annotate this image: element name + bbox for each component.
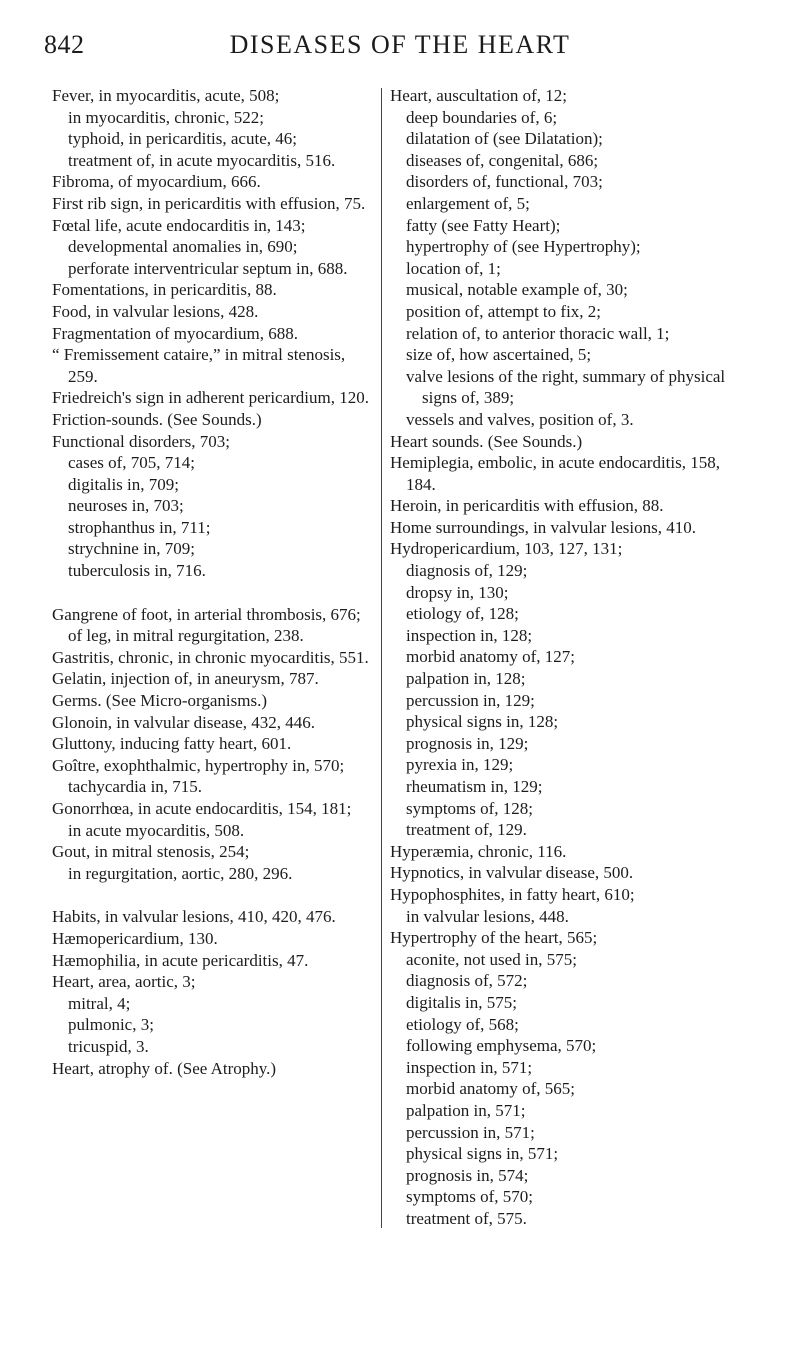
index-subentry: physical signs in, 571; — [406, 1144, 559, 1164]
index-entry: Hyperæmia, chronic, 116. — [390, 841, 567, 861]
index-subentry: rheumatism in, 129; — [406, 777, 543, 796]
index-entry: Friedreich's sign in adherent pericardium, 120. — [52, 388, 369, 408]
index-subentry: inspection in, 128; — [406, 625, 533, 645]
index-subentry: perforate interventricular septum in, 688. — [68, 258, 348, 278]
index-subentry: cases of, 705, 714; — [68, 453, 196, 473]
index-subentry: treatment of, in acute myocarditis, 516. — [68, 150, 336, 170]
index-subentry: dilatation of (see Dilatation); — [406, 129, 603, 149]
index-subentry: tachycardia in, 715. — [68, 777, 203, 797]
index-subentry: symptoms of, 570; — [406, 1187, 534, 1207]
index-subentry: morbid anatomy of, 565; — [406, 1079, 576, 1099]
index-subentry: palpation in, 571; — [406, 1100, 526, 1120]
index-entry: Heart, area, aortic, 3; — [52, 972, 196, 992]
index-entry: Hæmopericardium, 130. — [52, 928, 218, 948]
index-entry: Fever, in myocarditis, acute, 508; — [52, 86, 280, 105]
index-entry: Fragmentation of myocardium, 688. — [52, 323, 298, 343]
index-subentry: etiology of, 128; — [406, 604, 519, 624]
index-subentry: typhoid, in pericarditis, acute, 46; — [68, 129, 297, 149]
index-subentry: diagnosis of, 129; — [406, 561, 528, 581]
index-subentry: palpation in, 128; — [406, 669, 526, 689]
index-entry: Gluttony, inducing fatty heart, 601. — [52, 734, 292, 754]
index-entry: Hæmophilia, in acute pericarditis, 47. — [52, 950, 309, 970]
index-subentry: physical signs in, 128; — [406, 712, 559, 732]
index-subentry: pyrexia in, 129; — [406, 755, 514, 775]
index-entry: Hypnotics, in valvular disease, 500. — [390, 863, 634, 883]
index-entry: Glonoin, in valvular disease, 432, 446. — [52, 712, 315, 732]
index-subentry: inspection in, 571; — [406, 1057, 533, 1077]
index-entry: Gelatin, injection of, in aneurysm, 787. — [52, 669, 319, 689]
index-subentry: in valvular lesions, 448. — [406, 906, 569, 926]
index-subentry: etiology of, 568; — [406, 1014, 519, 1034]
index-entry: Gout, in mitral stenosis, 254; — [52, 842, 250, 862]
index-subentry: disorders of, functional, 703; — [406, 172, 603, 192]
index-subentry: tuberculosis in, 716. — [68, 561, 206, 581]
index-entry: Fomentations, in pericarditis, 88. — [52, 280, 277, 300]
index-subentry: in regurgitation, aortic, 280, 296. — [68, 863, 293, 883]
index-entry: Friction-sounds. (See Sounds.) — [52, 409, 262, 429]
index-entry: Hypertrophy of the heart, 565; — [390, 928, 598, 948]
index-subentry: digitalis in, 709; — [68, 474, 179, 494]
index-subentry: hypertrophy of (see Hypertrophy); — [406, 237, 641, 257]
page-number: 842 — [44, 30, 85, 59]
index-subentry: relation of, to anterior thoracic wall, 1; — [406, 323, 670, 343]
index-entry: Heroin, in pericarditis with effusion, 88. — [390, 496, 664, 516]
index-entry: Fibroma, of myocardium, 666. — [52, 172, 261, 192]
index-entry: Heart sounds. (See Sounds.) — [390, 431, 583, 451]
index-subentry: tricuspid, 3. — [68, 1036, 149, 1056]
index-subentry: location of, 1; — [406, 258, 501, 278]
index-subentry: treatment of, 575. — [406, 1208, 527, 1228]
index-entry: Hydropericardium, 103, 127, 131; — [390, 539, 623, 559]
index-subentry: morbid anatomy of, 127; — [406, 647, 576, 667]
index-subentry: of leg, in mitral regurgitation, 238. — [68, 626, 304, 646]
page-header — [44, 30, 756, 60]
index-entry: Gonorrhœa, in acute endocarditis, 154, 181; — [52, 799, 352, 818]
index-entry: Gastritis, chronic, in chronic myocarditis, 551. — [52, 647, 369, 667]
index-subentry: diseases of, congenital, 686; — [406, 150, 599, 170]
index-subentry: pulmonic, 3; — [68, 1015, 154, 1035]
index-subentry: percussion in, 129; — [406, 690, 535, 710]
index-subentry: dropsy in, 130; — [406, 582, 509, 602]
running-title: DISEASES OF THE HEART — [229, 30, 571, 59]
index-column-left — [52, 85, 374, 1079]
index-subentry: fatty (see Fatty Heart); — [406, 215, 561, 235]
index-entry: Functional disorders, 703; — [52, 431, 231, 451]
index-subentry: following emphysema, 570; — [406, 1036, 597, 1056]
index-subentry: size of, how ascertained, 5; — [406, 345, 592, 365]
index-subentry: musical, notable example of, 30; — [406, 280, 628, 300]
index-entry: Fœtal life, acute endocarditis in, 143; — [52, 215, 306, 235]
index-subentry: position of, attempt to fix, 2; — [406, 301, 602, 321]
index-subentry: enlargement of, 5; — [406, 193, 530, 213]
index-subentry: vessels and valves, position of, 3. — [406, 409, 634, 429]
index-entry: Hypophosphites, in fatty heart, 610; — [390, 884, 635, 904]
index-subentry: diagnosis of, 572; — [406, 971, 528, 991]
index-entry: Germs. (See Micro-organisms.) — [52, 691, 267, 711]
index-entry: First rib sign, in pericarditis with effusion, 75. — [52, 193, 366, 213]
index-entry: Heart, atrophy of. (See Atrophy.) — [52, 1058, 277, 1078]
index-entry: Home surroundings, in valvular lesions, 410. — [390, 517, 696, 537]
index-subentry: valve lesions of the right, summary of physical signs of, 389; — [406, 366, 726, 408]
index-subentry: symptoms of, 128; — [406, 798, 534, 818]
index-subentry: prognosis in, 574; — [406, 1165, 529, 1185]
index-entry: Food, in valvular lesions, 428. — [52, 301, 259, 321]
index-subentry: in myocarditis, chronic, 522; — [68, 107, 264, 127]
index-subentry: prognosis in, 129; — [406, 733, 529, 753]
index-entry: Goître, exophthalmic, hypertrophy in, 570; — [52, 755, 345, 775]
index-entry: “ Fremissement cataire,” in mitral stenosis, 259. — [52, 345, 346, 386]
index-subentry: digitalis in, 575; — [406, 992, 517, 1012]
index-entry: Heart, auscultation of, 12; — [390, 86, 568, 105]
index-subentry: percussion in, 571; — [406, 1122, 535, 1142]
index-subentry: developmental anomalies in, 690; — [68, 237, 298, 257]
index-subentry: mitral, 4; — [68, 993, 131, 1013]
index-subentry: strophanthus in, 711; — [68, 517, 211, 537]
index-subentry: neuroses in, 703; — [68, 496, 184, 516]
index-subentry: deep boundaries of, 6; — [406, 107, 558, 127]
index-subentry: in acute myocarditis, 508. — [68, 820, 245, 840]
index-subentry: strychnine in, 709; — [68, 539, 196, 559]
index-entry: Hemiplegia, embolic, in acute endocarditis, 158, 184. — [390, 453, 720, 494]
index-entry: Gangrene of foot, in arterial thrombosis, 676; — [52, 604, 361, 624]
column-divider — [381, 88, 382, 1228]
index-subentry: treatment of, 129. — [406, 820, 527, 840]
index-entry: Habits, in valvular lesions, 410, 420, 476. — [52, 907, 336, 927]
index-subentry: aconite, not used in, 575; — [406, 949, 577, 969]
index-column-right — [390, 85, 730, 1229]
